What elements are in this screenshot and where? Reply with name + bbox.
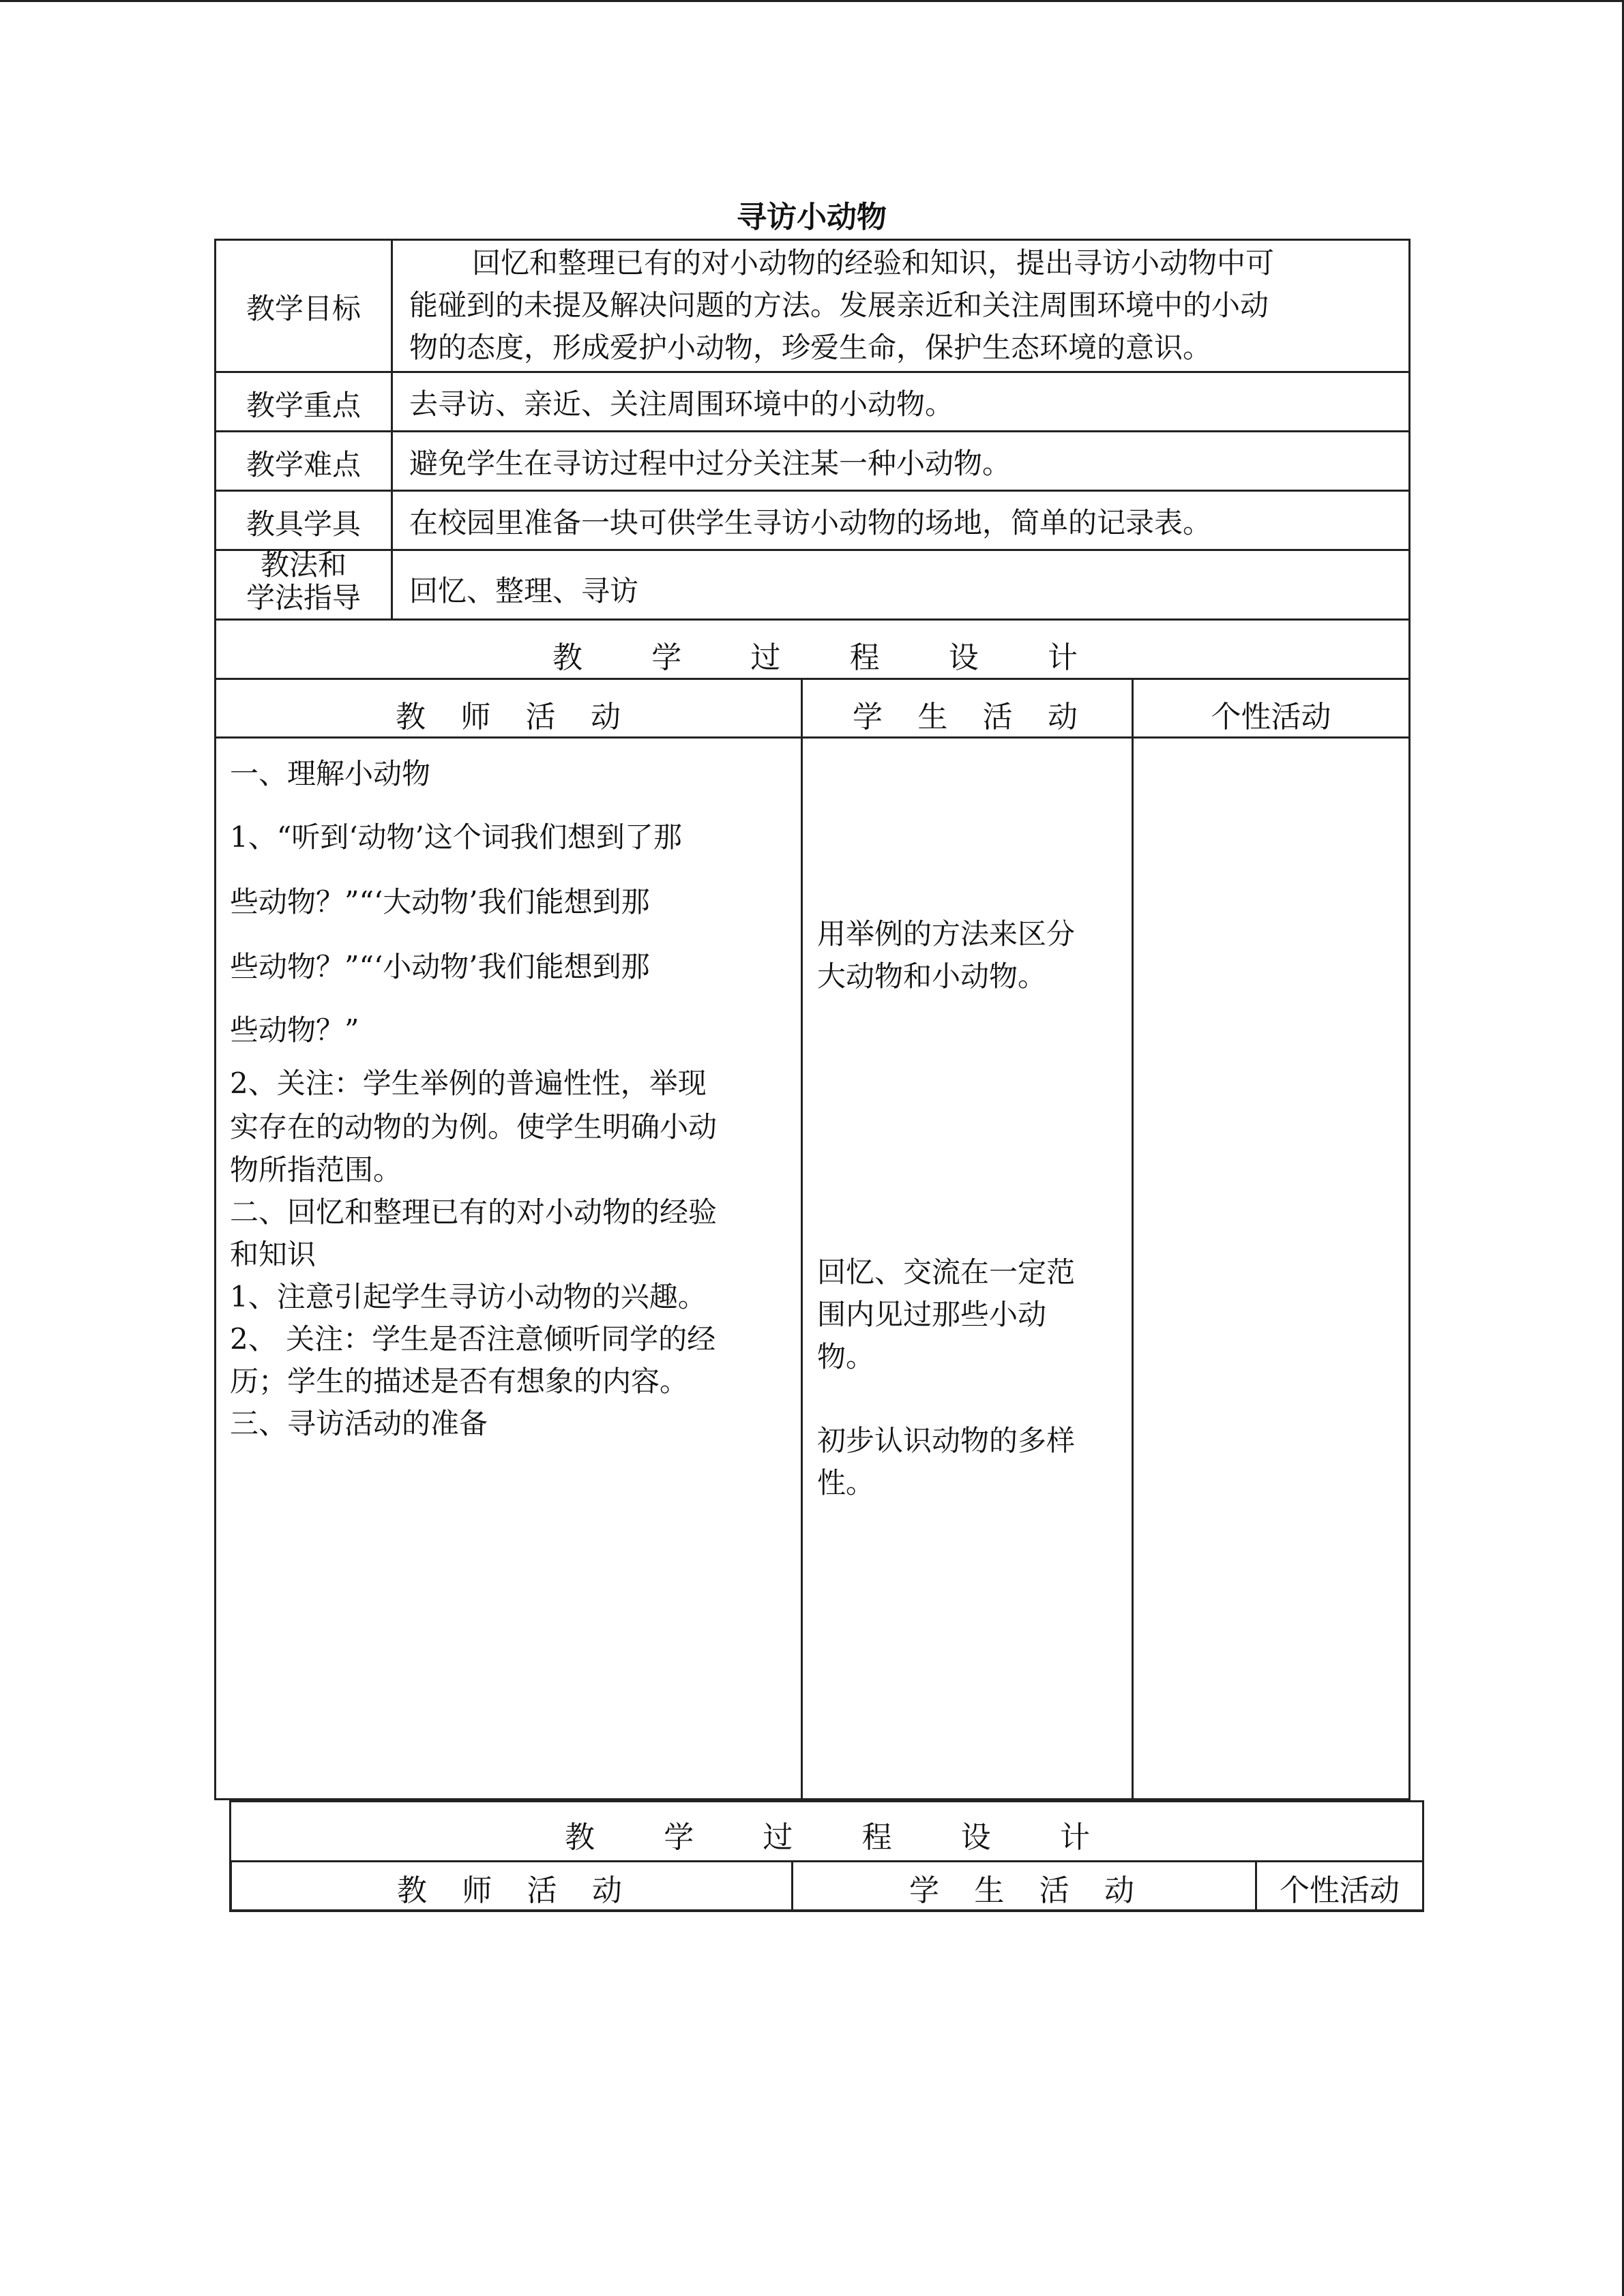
teacher-line: 1、注意引起学生寻访小动物的兴趣。 bbox=[230, 1280, 707, 1313]
student-line: 用举例的方法来区分 bbox=[817, 917, 1076, 951]
process-design-heading: 教 学 过 程 设 计 bbox=[552, 640, 1078, 675]
teacher-line: 一、理解小动物 bbox=[230, 757, 431, 790]
method-label: 教法和 学法指导 bbox=[246, 548, 361, 614]
tools-text: 在校园里准备一块可供学生寻访小动物的场地，简单的记录表。 bbox=[409, 506, 1212, 539]
student-line: 性。 bbox=[817, 1466, 875, 1500]
teacher-line: 物所指范围。 bbox=[230, 1153, 402, 1187]
teacher-line: 些动物？”“‘小动物’我们能想到那 bbox=[230, 950, 650, 983]
objective-label: 教学目标 bbox=[246, 292, 361, 325]
teacher-line: 历；学生的描述是否有想象的内容。 bbox=[230, 1365, 689, 1398]
teacher-line: 2、 关注：学生是否注意倾听同学的经 bbox=[230, 1322, 716, 1356]
method-text: 回忆、整理、寻访 bbox=[409, 574, 639, 608]
difficulty-label: 教学难点 bbox=[246, 448, 361, 481]
teacher-line: 些动物？”“‘大动物’我们能想到那 bbox=[230, 885, 650, 919]
continuation-heading: 教 学 过 程 设 计 bbox=[565, 1820, 1090, 1855]
teacher-line: 实存在的动物的为例。使学生明确小动 bbox=[230, 1110, 718, 1144]
page-edge-top bbox=[0, 0, 1624, 2]
objective-text: 回忆和整理已有的对小动物的经验和知识，提出寻访小动物中可 能碰到的未提及解决问题的方法。发展亲近和关注周围环境中的小动 物的态度，形成爱护小动物，珍爱生命，保护生态环境的意识。 bbox=[409, 246, 1275, 364]
continuation-student-header: 学 生 活 动 bbox=[909, 1873, 1134, 1908]
student-activity-header: 学 生 活 动 bbox=[853, 700, 1078, 734]
teacher-line: 2、关注：学生举例的普遍性性，举现 bbox=[230, 1067, 707, 1100]
teacher-activity-header: 教 师 活 动 bbox=[396, 700, 621, 734]
teacher-line: 和知识 bbox=[230, 1238, 316, 1271]
student-line: 围内见过那些小动 bbox=[817, 1298, 1047, 1331]
document-title: 寻访小动物 bbox=[737, 200, 887, 235]
difficulty-text: 避免学生在寻访过程中过分关注某一种小动物。 bbox=[409, 447, 1012, 480]
teacher-line: 三、寻访活动的准备 bbox=[230, 1407, 488, 1440]
continuation-individual-header: 个性活动 bbox=[1280, 1873, 1400, 1908]
key-point-text: 去寻访、亲近、关注周围环境中的小动物。 bbox=[409, 387, 954, 421]
tools-label: 教具学具 bbox=[246, 507, 361, 541]
student-line: 初步认识动物的多样 bbox=[817, 1424, 1076, 1457]
individual-activity-header: 个性活动 bbox=[1211, 700, 1331, 734]
continuation-teacher-header: 教 师 活 动 bbox=[397, 1873, 622, 1908]
student-line: 物。 bbox=[817, 1340, 875, 1373]
teacher-line: 些动物？” bbox=[230, 1013, 359, 1047]
teacher-line: 二、回忆和整理已有的对小动物的经验 bbox=[230, 1195, 718, 1229]
key-point-label: 教学重点 bbox=[246, 389, 361, 422]
teacher-line: 1、“听到‘动物’这个词我们想到了那 bbox=[230, 820, 682, 854]
student-line: 大动物和小动物。 bbox=[817, 959, 1047, 993]
student-line: 回忆、交流在一定范 bbox=[817, 1255, 1076, 1289]
